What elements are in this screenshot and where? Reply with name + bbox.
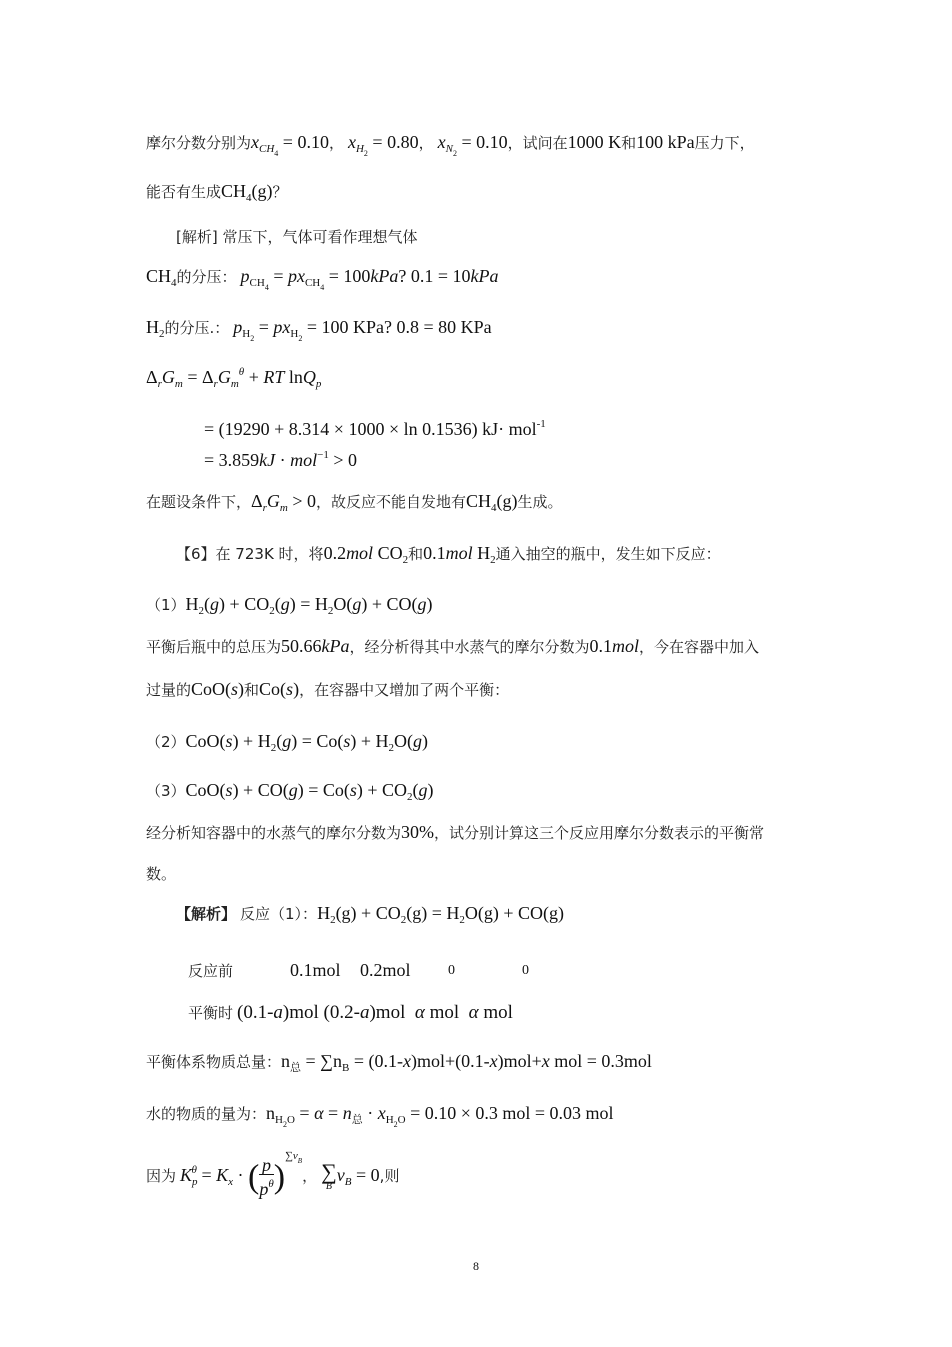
text-line-analysis: [解析] 常压下，气体可看作理想气体 <box>176 228 418 246</box>
text-line-h2-pressure: $H_2$的分压.： $p_{H_2} = px_{H_2} = 100$ KPa? 0.8 = 80 KPa <box>146 317 492 343</box>
reaction-3: $(3)CoO(s) + CO(g) = Co(s) + CO_2(g)$ <box>146 780 434 803</box>
math-p-ch4: $p_{CH_4} = px_{CH_4} = 100kPa$? 0.1 = 10kPa <box>240 266 499 292</box>
text-line-conclusion: 在题设条件下，$\Delta_rG_m > 0$，故反应不能自发地有$CH_4(g)$生成。 <box>146 491 563 514</box>
text-line-water-fraction: 经分析知容器中的水蒸气的摩尔分数为30%，试分别计算这三个反应用摩尔分数表示的平衡常 <box>146 822 765 842</box>
text-line-constants: 数。 <box>146 865 177 883</box>
equation-gibbs-value: = (19290 + 8.314 × 1000 × ln 0.1536) kJ· mol$^{-1}$ <box>204 418 546 439</box>
reaction-2: $(2)CoO(s) + H_2(g) = Co(s) + H_2O(g)$ <box>146 731 429 754</box>
text-line-excess: 过量的CoO(s)和Co(s)，在容器中又增加了两个平衡： <box>146 679 510 699</box>
equation-gibbs: $\Delta_rG_m = \Delta_rG_m^\theta$ + RT lnQ$_p$ <box>146 366 322 390</box>
math-p-h2: $p_{H_2} = px_{H_2} = 100$ KPa? 0.8 = 80 KPa <box>233 317 492 343</box>
equation-kp-relation: 因为 $K_p^\theta = K_x$ · ( $\frac{p}{p^\theta}$ )$^{\sum\nu_B}$， ∑ B $\nu_B = 0$,则 <box>146 1150 400 1200</box>
math-ch4g: $CH_4(g)$ <box>221 181 273 204</box>
table-row-equilibrium: 平衡时 (0.1-a)mol (0.2-a)mol α mol α mol <box>188 1002 513 1023</box>
equation-water-amount: 水的物质的量为：$n_{H_2O} = \alpha = n_总 \cdot x_{H_2O} = 0.10 \times 0.3$ mol = 0.03 mol <box>146 1103 614 1129</box>
text-line-problem-6: 【6】在 723K 时，将0.2mol $CO_2$和0.1mol $H_2$通入抽空的瓶中，发生如下反应： <box>176 543 721 566</box>
text-line-mole-fractions: 摩尔分数分别为$x_{CH_4} = 0.10$， $x_{H_2} = 0.80$， $x_{N_2} = 0.10$，试问在1000 K和100 kPa压力下， <box>146 132 755 158</box>
page-number: 8 <box>473 1259 479 1273</box>
math-x-h2: $x_{H_2} = 0.80$ <box>347 132 419 158</box>
reaction-1: $(1)H_2(g) + CO_2(g) = H_2O(g) + CO(g)$ <box>146 594 433 617</box>
text-line-total-pressure: 平衡后瓶中的总压为50.66kPa，经分析得其中水蒸气的摩尔分数为0.1mol，今在容器中加入 <box>146 636 760 656</box>
table-row-initial: 反应前 0.1mol 0.2mol 0 0 <box>188 960 529 980</box>
equation-gibbs-result: = 3.859kJ · mol$^{-1}$ > 0 <box>204 449 358 470</box>
equation-total-amount: 平衡体系物质总量：$n_总 = \sum n_B = (0.1-x)mol+(0.1-x)mol+x$ mol = 0.3mol <box>146 1051 652 1074</box>
math-100kpa: 100 kPa <box>636 132 695 152</box>
math-x-n2: $x_{N_2} = 0.10$ <box>437 132 508 158</box>
text-line-question: 能否有生成$CH_4(g)$？ <box>146 181 288 204</box>
text-line-analysis-reaction-1: 【解析】 反应（1）：$H_2(g) + CO_2(g) = H_2O(g) + CO(g)$ <box>176 903 564 926</box>
text-line-ch4-pressure: $CH_4$的分压： $p_{CH_4} = px_{CH_4} = 100kPa$? 0.1 = 10kPa <box>146 266 499 292</box>
math-1000k: 1000 K <box>567 132 622 152</box>
math-x-ch4: $x_{CH_4} = 0.10$ <box>251 132 329 158</box>
